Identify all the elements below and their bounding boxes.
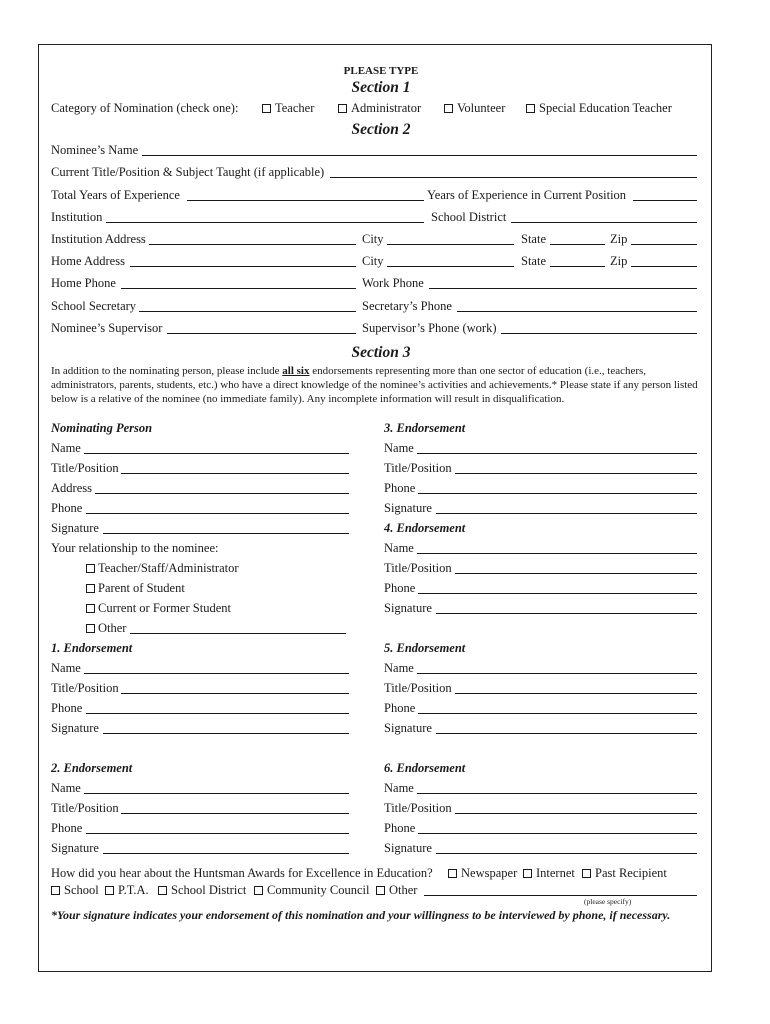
home-zip-field[interactable] xyxy=(631,266,697,267)
endorsement-6-signature-field[interactable] xyxy=(436,853,697,854)
section-2-title: Section 2 xyxy=(351,121,411,138)
nominator-phone-field[interactable] xyxy=(86,513,349,514)
community-council-checkbox[interactable] xyxy=(254,886,263,895)
endorsement-2-title-field[interactable] xyxy=(121,813,349,814)
endorsement-1-title-field[interactable] xyxy=(121,693,349,694)
endorsement-1-phone-label: Phone xyxy=(51,701,83,715)
endorsement-2-title-label: Title/Position xyxy=(51,801,119,815)
endorsement-5-title-label: Title/Position xyxy=(384,681,452,695)
institution-field[interactable] xyxy=(106,222,424,223)
endorsement-5-heading: 5. Endorsement xyxy=(384,641,466,655)
endorsement-5-name-field[interactable] xyxy=(417,673,697,674)
nominee-name-label: Nominee’s Name xyxy=(51,143,139,157)
school-district-checkbox[interactable] xyxy=(158,886,167,895)
endorsement-1-signature-field[interactable] xyxy=(103,733,349,734)
nominating-person-heading: Nominating Person xyxy=(51,421,153,435)
newspaper-label: Newspaper xyxy=(461,866,518,880)
community-council-label: Community Council xyxy=(267,883,370,897)
past-recipient-checkbox[interactable] xyxy=(582,869,591,878)
endorsement-6-phone-field[interactable] xyxy=(418,833,697,834)
home-state-field[interactable] xyxy=(550,266,605,267)
section-3-instructions: In addition to the nominating person, please include all six endorsements representing more than one sector of education (i.e., teachers, administrators, parents, students, etc.) who have a direct knowledge of the nominee’s activities and achievements.* Please state if any person listed below is a relative of the nominee (no immediate family). Any incomplete information will result in disqualification. xyxy=(51,365,698,405)
endorsement-6-heading: 6. Endorsement xyxy=(384,761,466,775)
nominator-signature-field[interactable] xyxy=(103,533,349,534)
institution-zip-field[interactable] xyxy=(631,244,697,245)
institution-zip-label: Zip xyxy=(610,232,628,246)
relationship-student-checkbox[interactable] xyxy=(86,604,95,613)
current-title-field[interactable] xyxy=(330,177,697,178)
endorsement-6-title-label: Title/Position xyxy=(384,801,452,815)
section-3-title: Section 3 xyxy=(351,344,411,361)
endorsement-3-signature-field[interactable] xyxy=(436,513,697,514)
endorsement-5-phone-label: Phone xyxy=(384,701,416,715)
relationship-teacher-label: Teacher/Staff/Administrator xyxy=(98,561,239,575)
other-source-label: Other xyxy=(389,883,418,897)
please-specify-note: (please specify) xyxy=(584,897,632,906)
institution-label: Institution xyxy=(51,210,103,224)
relationship-other-checkbox[interactable] xyxy=(86,624,95,633)
nominator-name-field[interactable] xyxy=(84,453,349,454)
current-title-label: Current Title/Position & Subject Taught (if applicable) xyxy=(51,165,325,179)
nominator-address-field[interactable] xyxy=(95,493,349,494)
home-zip-label: Zip xyxy=(610,254,628,268)
other-source-checkbox[interactable] xyxy=(376,886,385,895)
work-phone-label: Work Phone xyxy=(362,276,424,290)
relationship-parent-label: Parent of Student xyxy=(98,581,185,595)
signature-disclaimer: *Your signature indicates your endorsement of this nomination and your willingness to be interviewed by phone, if necessary. xyxy=(51,908,671,922)
all-six-emphasis: all six xyxy=(282,365,310,377)
home-phone-label: Home Phone xyxy=(51,276,116,290)
school-label: School xyxy=(64,883,99,897)
home-city-label: City xyxy=(362,254,384,268)
work-phone-field[interactable] xyxy=(429,288,697,289)
special-education-teacher-option-label: Special Education Teacher xyxy=(539,101,672,115)
section-1-title: Section 1 xyxy=(351,79,411,96)
endorsement-4-signature-field[interactable] xyxy=(436,613,697,614)
endorsement-5-signature-field[interactable] xyxy=(436,733,697,734)
relationship-other-field[interactable] xyxy=(130,633,346,634)
endorsement-3-heading: 3. Endorsement xyxy=(384,421,466,435)
school-district-field[interactable] xyxy=(511,222,697,223)
supervisor-phone-field[interactable] xyxy=(501,333,697,334)
home-phone-field[interactable] xyxy=(121,288,356,289)
administrator-checkbox[interactable] xyxy=(338,104,347,113)
nominee-supervisor-label: Nominee’s Supervisor xyxy=(51,321,163,335)
endorsement-1-phone-field[interactable] xyxy=(86,713,349,714)
years-current-label: Years of Experience in Current Position xyxy=(427,188,627,202)
endorsement-4-title-field[interactable] xyxy=(455,573,697,574)
endorsement-3-signature-label: Signature xyxy=(384,501,432,515)
school-district-label: School District xyxy=(431,210,507,224)
endorsement-6-title-field[interactable] xyxy=(455,813,697,814)
endorsement-3-title-field[interactable] xyxy=(455,473,697,474)
endorsement-5-signature-label: Signature xyxy=(384,721,432,735)
relationship-parent-checkbox[interactable] xyxy=(86,584,95,593)
nominator-title-field[interactable] xyxy=(121,473,349,474)
supervisor-phone-label: Supervisor’s Phone (work) xyxy=(362,321,497,335)
nominator-phone-label: Phone xyxy=(51,501,83,515)
total-years-label: Total Years of Experience xyxy=(51,188,180,202)
administrator-option-label: Administrator xyxy=(351,101,422,115)
institution-city-label: City xyxy=(362,232,384,246)
school-secretary-label: School Secretary xyxy=(51,299,137,313)
endorsement-5-title-field[interactable] xyxy=(455,693,697,694)
nominee-name-field[interactable] xyxy=(142,155,697,156)
institution-state-label: State xyxy=(521,232,546,246)
how-did-you-hear-question: How did you hear about the Huntsman Awards for Excellence in Education? xyxy=(51,866,433,880)
endorsement-2-signature-field[interactable] xyxy=(103,853,349,854)
institution-state-field[interactable] xyxy=(550,244,605,245)
endorsement-2-phone-field[interactable] xyxy=(86,833,349,834)
endorsement-2-phone-label: Phone xyxy=(51,821,83,835)
special-education-teacher-checkbox[interactable] xyxy=(526,104,535,113)
endorsement-1-name-label: Name xyxy=(51,661,81,675)
newspaper-checkbox[interactable] xyxy=(448,869,457,878)
endorsement-5-name-label: Name xyxy=(384,661,414,675)
endorsement-4-heading: 4. Endorsement xyxy=(384,521,466,535)
relationship-teacher-checkbox[interactable] xyxy=(86,564,95,573)
endorsement-2-signature-label: Signature xyxy=(51,841,99,855)
pta-checkbox[interactable] xyxy=(105,886,114,895)
home-city-field[interactable] xyxy=(387,266,514,267)
pta-label: P.T.A. xyxy=(118,883,149,897)
endorsement-6-signature-label: Signature xyxy=(384,841,432,855)
endorsement-2-name-field[interactable] xyxy=(84,793,349,794)
endorsement-4-name-field[interactable] xyxy=(417,553,697,554)
institution-address-label: Institution Address xyxy=(51,232,146,246)
endorsement-6-name-field[interactable] xyxy=(417,793,697,794)
endorsement-2-name-label: Name xyxy=(51,781,81,795)
home-address-label: Home Address xyxy=(51,254,125,268)
endorsement-4-phone-field[interactable] xyxy=(418,593,697,594)
endorsement-4-title-label: Title/Position xyxy=(384,561,452,575)
endorsement-3-name-label: Name xyxy=(384,441,414,455)
endorsement-6-name-label: Name xyxy=(384,781,414,795)
volunteer-option-label: Volunteer xyxy=(457,101,506,115)
institution-city-field[interactable] xyxy=(387,244,514,245)
endorsement-6-phone-label: Phone xyxy=(384,821,416,835)
nominator-address-label: Address xyxy=(51,481,92,495)
endorsement-2-heading: 2. Endorsement xyxy=(51,761,133,775)
years-current-field[interactable] xyxy=(633,200,697,201)
secretary-phone-field[interactable] xyxy=(457,311,697,312)
relationship-other-label: Other xyxy=(98,621,127,635)
endorsement-5-phone-field[interactable] xyxy=(418,713,697,714)
relationship-label: Your relationship to the nominee: xyxy=(51,541,219,555)
nominee-supervisor-field[interactable] xyxy=(167,333,356,334)
total-years-field[interactable] xyxy=(187,200,424,201)
endorsement-4-signature-label: Signature xyxy=(384,601,432,615)
school-secretary-field[interactable] xyxy=(139,311,356,312)
secretary-phone-label: Secretary’s Phone xyxy=(362,299,452,313)
endorsement-1-title-label: Title/Position xyxy=(51,681,119,695)
nominator-title-label: Title/Position xyxy=(51,461,119,475)
nominator-name-label: Name xyxy=(51,441,81,455)
teacher-option-label: Teacher xyxy=(275,101,315,115)
school-district-source-label: School District xyxy=(171,883,247,897)
nominator-signature-label: Signature xyxy=(51,521,99,535)
home-address-field[interactable] xyxy=(130,266,356,267)
endorsement-1-name-field[interactable] xyxy=(84,673,349,674)
internet-label: Internet xyxy=(536,866,575,880)
past-recipient-label: Past Recipient xyxy=(595,866,667,880)
school-checkbox[interactable] xyxy=(51,886,60,895)
please-type-label: PLEASE TYPE xyxy=(343,65,419,77)
relationship-student-label: Current or Former Student xyxy=(98,601,231,615)
internet-checkbox[interactable] xyxy=(523,869,532,878)
institution-address-field[interactable] xyxy=(149,244,356,245)
endorsement-3-phone-field[interactable] xyxy=(418,493,697,494)
endorsement-4-name-label: Name xyxy=(384,541,414,555)
endorsement-4-phone-label: Phone xyxy=(384,581,416,595)
endorsement-1-signature-label: Signature xyxy=(51,721,99,735)
teacher-checkbox[interactable] xyxy=(262,104,271,113)
home-state-label: State xyxy=(521,254,546,268)
volunteer-checkbox[interactable] xyxy=(444,104,453,113)
endorsement-3-title-label: Title/Position xyxy=(384,461,452,475)
endorsement-1-heading: 1. Endorsement xyxy=(51,641,133,655)
category-label: Category of Nomination (check one): xyxy=(51,101,239,115)
endorsement-3-name-field[interactable] xyxy=(417,453,697,454)
other-source-field[interactable] xyxy=(424,895,697,896)
endorsement-3-phone-label: Phone xyxy=(384,481,416,495)
